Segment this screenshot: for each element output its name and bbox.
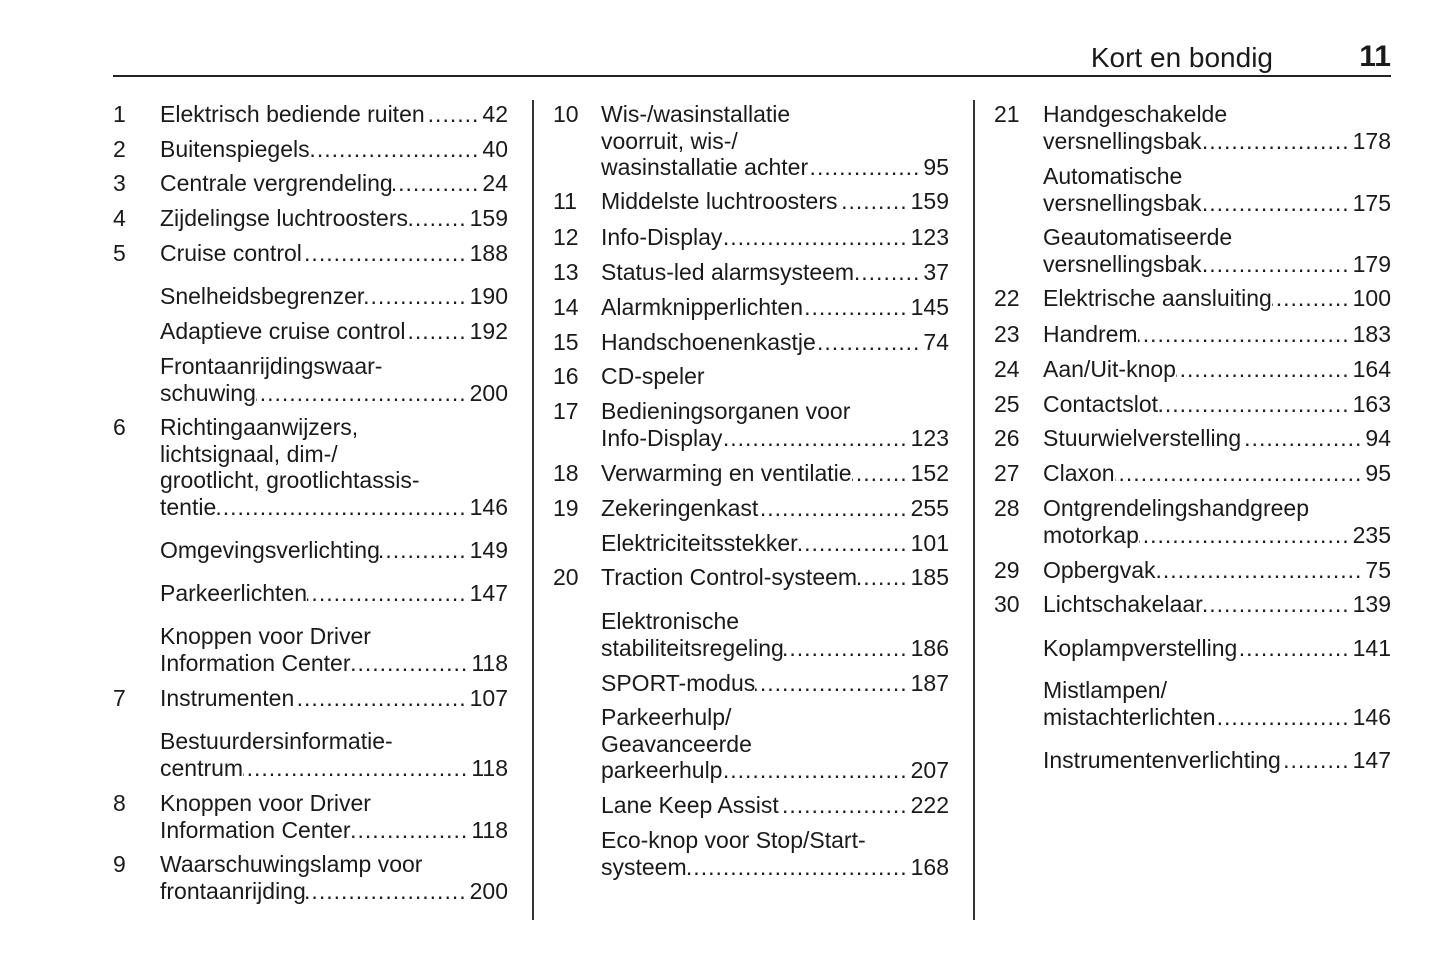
entry-last-line [160,685,508,712]
entry-last-line [1043,128,1391,155]
entry-text: voorruit, wis-/ [601,127,738,154]
page-reference[interactable]: 75 [1365,557,1391,583]
entry-last-line [160,755,508,782]
dot-leader [1176,356,1353,383]
page-reference[interactable]: 95 [1365,460,1391,486]
entry-last-line [160,650,508,677]
entry-text: Geavanceerde [601,730,752,757]
entry-last-line [160,878,508,905]
page-reference[interactable]: 74 [923,329,949,355]
entry-number: 9 [113,851,126,877]
dot-leader [1202,190,1353,217]
entry-text: schuwing [160,379,256,406]
entry-last-line [601,188,949,215]
entry-last-line [601,259,949,286]
entry-number: 1 [113,101,126,127]
entry-text: Lichtschakelaar [1043,591,1203,617]
entry-text: Ontgrendelingshandgreep [1043,495,1309,521]
page-reference[interactable]: 168 [910,853,949,880]
entry-number: 22 [994,285,1020,311]
entry-last-line [160,494,508,521]
page-reference[interactable]: 235 [1352,521,1391,548]
dot-leader [306,878,470,905]
entry-last-line [601,635,949,662]
page-reference[interactable]: 118 [471,754,508,781]
dot-leader [1139,522,1353,549]
entry-text: Info-Display [601,224,723,250]
entry-text: Parkeerlichten [160,580,308,606]
dot-leader [854,259,923,286]
page-reference[interactable]: 118 [471,816,508,843]
header-rule [113,75,1391,77]
entry-number: 27 [994,460,1020,486]
dot-leader [1202,251,1353,278]
entry-text: Knoppen voor Driver [160,623,371,649]
entry-text: Buitenspiegels [160,136,310,162]
entry-text: Waarschuwingslamp voor [160,851,423,877]
entry-last-line [160,283,508,310]
entry-text: Instrumenten [160,685,295,711]
entry-number: 17 [553,398,579,424]
entry-last-line [1043,190,1391,217]
entry-last-line [160,205,508,232]
page-reference[interactable]: 185 [910,564,949,590]
entry-text: Handrem [1043,321,1138,347]
entry-number: 6 [113,414,126,440]
entry-last-line [160,580,508,607]
entry-text: Information Center [160,649,351,676]
page-reference[interactable]: 149 [469,537,508,563]
dot-leader [838,188,911,215]
entry-text: SPORT-modus [601,670,756,696]
dot-leader [393,170,483,197]
page-reference[interactable]: 190 [469,283,508,309]
entry-number: 19 [553,495,579,521]
entry-last-line [601,670,949,697]
entry-text: Cruise control [160,240,302,266]
page-reference[interactable]: 200 [469,877,508,904]
entry-text: Automatische [1043,163,1183,189]
dot-leader [816,329,924,356]
column-divider [973,100,975,920]
entry-text: Mistlampen/ [1043,677,1167,703]
entry-number: 12 [553,224,579,250]
entry-text: Geautomatiseerde [1043,224,1233,250]
dot-leader [256,380,470,407]
entry-number: 20 [553,564,579,590]
entry-text: frontaanrijding [160,877,306,904]
page-reference[interactable]: 188 [469,240,508,266]
page-reference[interactable]: 164 [1352,356,1391,382]
entry-text: Eco-knop voor Stop/Start- [601,827,866,853]
entry-last-line [601,495,949,522]
page-reference[interactable]: 118 [471,649,508,676]
entry-text: Opbergvak [1043,557,1156,583]
page-reference[interactable]: 139 [1352,591,1391,617]
entry-text: grootlicht, grootlichtassis- [160,467,420,494]
entry-last-line [1043,251,1391,278]
entry-text: Lane Keep Assist [601,792,779,818]
dot-leader [310,136,483,163]
entry-last-line [601,329,949,356]
entry-text: Middelste luchtroosters [601,188,838,214]
page-reference[interactable]: 186 [910,634,949,661]
dot-leader [852,460,911,487]
entry-text: Elektrische aansluiting [1043,285,1272,311]
entry-text: Omgevingsverlichting [160,537,380,563]
dot-leader [1216,704,1353,731]
entry-text: Aan/Uit-knop [1043,356,1176,382]
dot-leader [1281,747,1353,774]
entry-last-line [601,757,949,784]
entry-text: Elektronische [601,608,740,634]
page-reference[interactable]: 159 [469,205,508,231]
page-reference[interactable]: 187 [910,670,949,696]
entry-number: 2 [113,136,126,162]
entry-last-line [601,425,949,452]
entry-number: 5 [113,240,126,266]
entry-text: Zekeringenkast [601,495,759,521]
entry-last-line [1043,591,1391,618]
entry-text: Elektrisch bediende ruiten [160,101,425,127]
dot-leader [758,495,910,522]
entry-last-line [601,294,949,321]
entry-text: versnellingsbak [1043,189,1202,216]
entry-last-line [601,460,949,487]
page-reference[interactable]: 101 [910,530,949,556]
entry-text: lichtsignaal, dim-/ [160,440,338,467]
dot-leader [857,564,911,591]
entry-last-line [601,564,949,591]
page-reference[interactable]: 159 [910,188,949,214]
entry-number: 4 [113,205,126,231]
page-reference[interactable]: 200 [469,379,508,406]
dot-leader [350,817,471,844]
entry-number: 8 [113,790,126,816]
dot-leader [1203,591,1353,618]
entry-text: Info-Display [601,424,723,451]
entry-text: wasinstallatie achter [601,154,809,181]
page-reference[interactable]: 179 [1352,250,1391,277]
entry-last-line [160,318,508,345]
page-reference[interactable]: 94 [1365,425,1391,451]
entry-last-line [1043,285,1391,312]
entry-last-line [601,792,949,819]
dot-leader [722,224,910,251]
page-reference[interactable]: 183 [1352,321,1391,347]
entry-last-line [1043,321,1391,348]
page-reference[interactable]: 145 [910,294,949,320]
dot-leader [425,101,483,128]
entry-text: Elektriciteitsstekker [601,530,798,556]
entry-text: Instrumentenverlichting [1043,747,1281,773]
dot-leader [216,494,469,521]
entry-last-line [160,380,508,407]
entry-number: 29 [994,557,1020,583]
entry-last-line [160,101,508,128]
dot-leader [722,757,910,784]
dot-leader [1138,321,1353,348]
entry-last-line [160,817,508,844]
dot-leader [1156,557,1366,584]
entry-last-line [1043,704,1391,731]
entry-text: Verwarming en ventilatie [601,460,852,486]
entry-text: Handschoenenkastje [601,329,816,355]
entry-number: 18 [553,460,579,486]
entry-last-line [160,136,508,163]
entry-number: 23 [994,321,1020,347]
entry-number: 7 [113,685,126,711]
entry-text: Frontaanrijdingswaar- [160,353,383,379]
dot-leader [294,685,469,712]
dot-leader [405,318,469,345]
dot-leader [302,240,470,267]
page-reference[interactable]: 255 [910,495,949,521]
dot-leader [380,537,470,564]
entry-text: versnellingsbak [1043,250,1202,277]
dot-leader [350,650,471,677]
page-reference[interactable]: 175 [1352,189,1391,216]
page-reference[interactable]: 100 [1352,285,1391,311]
entry-last-line [601,854,949,881]
entry-last-line [601,530,949,557]
page-reference[interactable]: 95 [923,154,949,181]
entry-number: 11 [553,188,577,214]
page-reference[interactable]: 178 [1352,127,1391,154]
entry-last-line [160,537,508,564]
entry-number: 3 [113,170,126,196]
entry-last-line [1043,747,1391,774]
entry-text: Information Center [160,816,351,843]
page-reference[interactable]: 147 [469,580,508,606]
page-reference[interactable]: 123 [910,224,949,250]
page-reference[interactable]: 192 [469,318,508,344]
page-reference[interactable]: 163 [1352,391,1391,417]
entry-text: Adaptieve cruise control [160,318,406,344]
dot-leader [722,425,910,452]
entry-last-line [1043,425,1391,452]
entry-text: Bestuurdersinformatie- [160,728,393,754]
entry-text: Contactslot [1043,391,1159,417]
dot-leader [784,635,911,662]
entry-text: Bedieningsorganen voor [601,398,851,424]
page-reference[interactable]: 152 [910,460,949,486]
dot-leader [408,205,470,232]
entry-number: 24 [994,356,1020,382]
page-reference[interactable]: 141 [1352,635,1391,661]
entry-last-line [1043,635,1391,662]
entry-text: Stuurwielverstelling [1043,425,1242,451]
column-divider [532,100,534,920]
entry-text: Alarmknipperlichten [601,294,803,320]
entry-text: systeem [601,853,687,880]
entry-text: stabiliteitsregeling [601,634,784,661]
dot-leader [755,670,910,697]
dot-leader [687,854,911,881]
entry-text: parkeerhulp [601,757,723,784]
entry-number: 13 [553,259,579,285]
entry-number: 28 [994,495,1020,521]
entry-text: Centrale vergrendeling [160,170,393,196]
page-reference[interactable]: 222 [910,792,949,818]
entry-last-line [601,224,949,251]
entry-text: versnellingsbak [1043,127,1202,154]
entry-last-line [160,240,508,267]
entry-last-line [1043,356,1391,383]
dot-leader [798,530,911,557]
page-reference[interactable]: 207 [910,757,949,784]
entry-number: 26 [994,425,1020,451]
dot-leader [365,283,470,310]
dot-leader [1115,460,1366,487]
page-reference[interactable]: 147 [1352,747,1391,773]
entry-number: 25 [994,391,1020,417]
entry-last-line [1043,391,1391,418]
entry-number: 30 [994,591,1020,617]
dot-leader [803,294,911,321]
entry-text: Koplampverstelling [1043,635,1238,661]
entry-last-line [1043,460,1391,487]
entry-number: 14 [553,294,579,320]
entry-text: mistachterlichten [1043,703,1216,730]
page-reference[interactable]: 37 [923,259,949,285]
dot-leader [1158,391,1353,418]
page-reference[interactable]: 42 [482,101,508,127]
section-title: Kort en bondig [1090,42,1273,73]
dot-leader [1241,425,1365,452]
entry-text: CD-speler [601,363,705,389]
entry-last-line [601,154,949,181]
entry-last-line [160,170,508,197]
entry-text: motorkap [1043,521,1139,548]
page-number: 11 [1359,40,1391,73]
entry-text: Wis-/wasinstallatie [601,101,791,127]
entry-last-line [1043,557,1391,584]
entry-text: centrum [160,754,244,781]
entry-text: Knoppen voor Driver [160,790,371,816]
dot-leader [243,755,471,782]
dot-leader [808,154,923,181]
entry-text: Traction Control-systeem [601,564,858,590]
dot-leader [1237,635,1352,662]
page-reference[interactable]: 123 [910,424,949,451]
entry-text: Zijdelingse luchtroosters [160,205,409,231]
dot-leader [779,792,911,819]
entry-text: Snelheidsbegrenzer [160,283,365,309]
page-reference[interactable]: 24 [482,170,508,196]
entry-number: 15 [553,329,579,355]
dot-leader [307,580,470,607]
entry-number: 16 [553,363,579,389]
entry-text: Handgeschakelde [1043,101,1228,127]
page-reference[interactable]: 40 [482,136,508,162]
entry-text: Claxon [1043,460,1115,486]
entry-text: Parkeerhulp/ [601,704,732,730]
entry-number: 10 [553,101,579,127]
entry-text: Status-led alarmsysteem [601,259,855,285]
dot-leader [1202,128,1353,155]
entry-text: Richtingaanwijzers, [160,414,359,440]
page-reference[interactable]: 146 [469,494,508,521]
page-reference[interactable]: 107 [469,685,508,711]
entry-number: 21 [994,101,1020,127]
page-reference[interactable]: 146 [1352,703,1391,730]
entry-text: tentie [160,494,217,521]
dot-leader [1272,285,1353,312]
entry-last-line [1043,522,1391,549]
